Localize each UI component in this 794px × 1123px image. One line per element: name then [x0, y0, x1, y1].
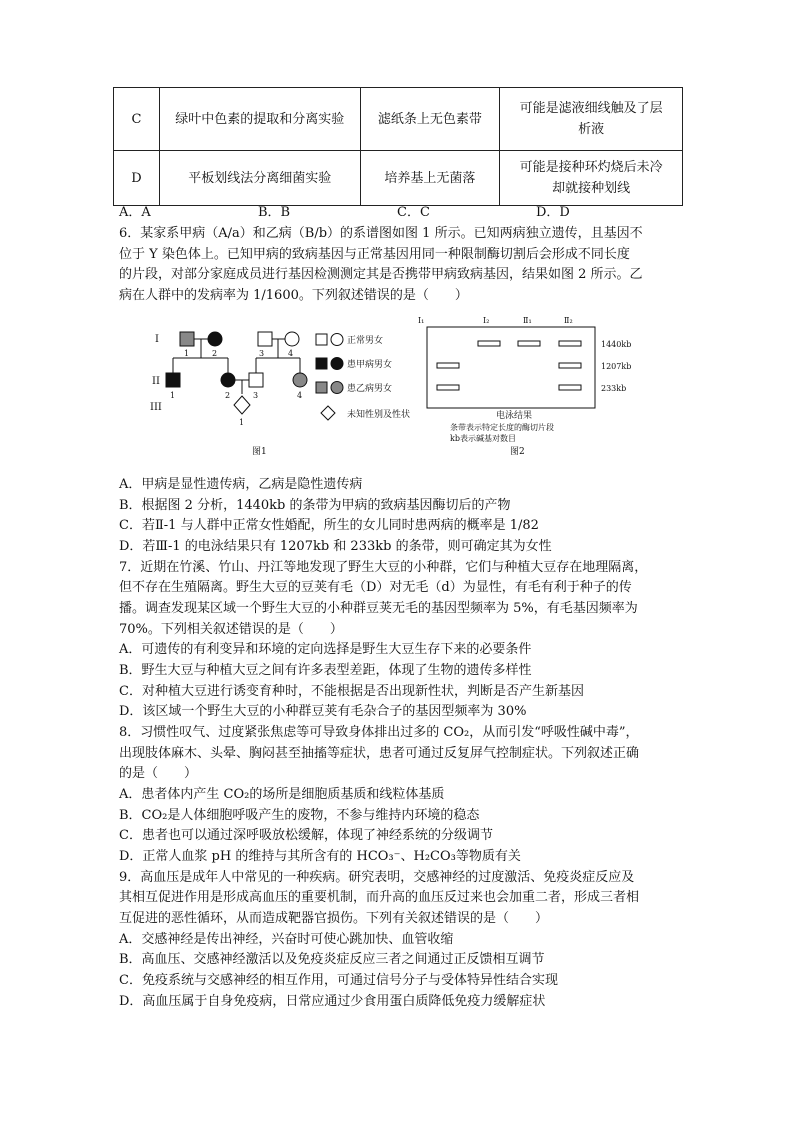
q6-figures: [140, 310, 632, 470]
pedigree-iii1-unknown: [234, 396, 250, 414]
table-cell-letter: C: [114, 88, 160, 151]
q6-option-c[interactable]: C．若Ⅱ-1 与人群中正常女性婚配，所生的女儿同时患两病的概率是 1/82: [119, 518, 539, 533]
electrophoresis-gel: [418, 316, 631, 457]
figure2-caption: 图2: [510, 447, 525, 457]
q7-stem-line: 但不存在生殖隔离。野生大豆的豆荚有毛（D）对无毛（d）为显性，有毛有利于种子的传: [119, 580, 632, 595]
gel-band: [478, 341, 500, 346]
reason-line: 却就接种划线: [552, 181, 631, 196]
q6-stem-line: 位于 Y 染色体上。已知甲病的致病基因与正常基因用同一种限制酶切割后会形成不同长度: [119, 247, 630, 262]
table-cell-reason: [500, 151, 683, 206]
options-table: [113, 87, 683, 206]
size-label: 1207kb: [601, 362, 632, 371]
legend-label: 正常男女: [347, 336, 384, 346]
gel-note: 条带表示特定长度的酶切片段: [450, 423, 554, 432]
member-number: 1: [170, 391, 176, 400]
pedigree-ii2-female-disease-a: [221, 373, 235, 387]
legend-disease-b-female-icon: [331, 382, 343, 394]
size-label: 1440kb: [601, 340, 632, 349]
lane-label: Ⅱ₂: [564, 316, 573, 325]
pedigree-i1-male-disease-b: [180, 332, 194, 346]
q9-stem-line: 其相互促进作用是形成高血压的重要机制，而升高的血压反过来也会加重二者，形成三者相: [119, 890, 640, 905]
member-number: 1: [184, 349, 190, 358]
lane-label: I₁: [418, 316, 425, 325]
q6-option-b[interactable]: B．根据图 2 分析，1440kb 的条带为甲病的致病基因酶切后的产物: [119, 498, 511, 513]
choice-d[interactable]: D．D: [536, 205, 570, 220]
q6-option-a[interactable]: A．甲病是显性遗传病，乙病是隐性遗传病: [119, 477, 363, 492]
member-number: 2: [225, 391, 231, 400]
q8-option-b[interactable]: B．CO₂是人体细胞呼吸产生的废物，不参与维持内环境的稳态: [119, 808, 480, 823]
member-number: 1: [239, 418, 245, 427]
lane-label: Ⅱ₁: [523, 316, 532, 325]
table-row: [114, 151, 683, 206]
gel-band: [559, 385, 581, 390]
table-cell-experiment: 平板划线法分离细菌实验: [159, 151, 360, 206]
reason-line: 可能是滤液细线触及了层: [519, 101, 663, 116]
gel-band: [559, 341, 581, 346]
pedigree-chart: [150, 332, 410, 457]
choice-b[interactable]: B．B: [258, 205, 291, 220]
legend-normal-male-icon: [316, 334, 327, 345]
choice-a[interactable]: A．A: [119, 205, 151, 220]
q8-stem-line: 8．习惯性叹气、过度紧张焦虑等可导致身体排出过多的 CO₂，从而引发“呼吸性碱中毒”，: [119, 725, 639, 740]
q7-option-d[interactable]: D．该区域一个野生大豆的小种群豆荚有毛杂合子的基因型频率为 30%: [119, 704, 527, 719]
gel-band: [437, 363, 459, 368]
legend-disease-a-female-icon: [331, 358, 343, 370]
table-cell-letter: D: [114, 151, 160, 206]
legend-disease-b-male-icon: [316, 382, 327, 393]
size-label: 233kb: [601, 384, 627, 393]
q7-stem-line: 70%。下列相关叙述错误的是（ ）: [119, 622, 343, 637]
table-cell-experiment: 绿叶中色素的提取和分离实验: [159, 88, 360, 151]
pedigree-i2-female-disease-a: [208, 332, 222, 346]
pedigree-ii1-male-disease-a: [166, 373, 180, 387]
table-cell-result: 培养基上无菌落: [360, 151, 500, 206]
gel-band: [437, 385, 459, 390]
gel-note: kb表示碱基对数目: [450, 434, 516, 443]
gel-title: 电泳结果: [496, 411, 533, 421]
q7-stem-line: 播。调查发现某区域一个野生大豆的小种群豆荚无毛的基因型频率为 5%，有毛基因频率为: [119, 601, 638, 616]
q6-stem-line: 病在人群中的发病率为 1/1600。下列叙述错误的是（ ）: [119, 288, 468, 303]
member-number: 4: [297, 391, 303, 400]
pedigree-i3-male-normal: [258, 332, 272, 346]
table-cell-reason: [500, 88, 683, 151]
member-number: 4: [288, 349, 294, 358]
pedigree-i4-female-normal: [285, 332, 299, 346]
q9-option-c[interactable]: C．免疫系统与交感神经的相互作用，可通过信号分子与受体特异性结合实现: [119, 973, 558, 988]
gen-label-1: I: [155, 334, 159, 345]
legend-normal-female-icon: [331, 334, 343, 346]
q8-stem-line: 出现肢体麻木、头晕、胸闷甚至抽搐等症状，患者可通过反复屏气控制症状。下列叙述正确: [119, 746, 640, 761]
q6-stem-line: 6．某家系甲病（A/a）和乙病（B/b）的系谱图如图 1 所示。已知两病独立遗传，且基因不: [119, 226, 643, 241]
pedigree-ii4-female-disease-b: [293, 373, 307, 387]
member-number: 3: [253, 391, 259, 400]
q7-option-b[interactable]: B．野生大豆与种植大豆之间有许多表型差距，体现了生物的遗传多样性: [119, 663, 532, 678]
choice-c[interactable]: C．C: [397, 205, 430, 220]
reason-line: 析液: [578, 122, 605, 137]
q8-stem-line: 的是（ ）: [119, 766, 198, 781]
figure-svg: [140, 310, 632, 470]
q9-option-b[interactable]: B．高血压、交感神经激活以及免疫炎症反应三者之间通过正反馈相互调节: [119, 952, 545, 967]
q5-choices: [119, 203, 675, 224]
gel-band: [518, 341, 540, 346]
legend-disease-a-male-icon: [316, 358, 327, 369]
legend-label: 未知性别及性状: [347, 410, 411, 420]
gen-label-2: II: [152, 376, 160, 387]
legend-label: 患甲病男女: [347, 360, 393, 370]
lane-label: I₂: [483, 316, 490, 325]
q9-stem-line: 互促进的恶性循环，从而造成靶器官损伤。下列有关叙述错误的是（ ）: [119, 911, 549, 926]
q9-option-d[interactable]: D．高血压属于自身免疫病，日常应通过少食用蛋白质降低免疫力缓解症状: [119, 994, 546, 1009]
table-row: [114, 88, 683, 151]
q9-option-a[interactable]: A．交感神经是传出神经，兴奋时可使心跳加快、血管收缩: [119, 932, 454, 947]
q8-option-c[interactable]: C．患者也可以通过深呼吸放松缓解，体现了神经系统的分级调节: [119, 828, 493, 843]
q8-option-d[interactable]: D．正常人血浆 pH 的维持与其所含有的 HCO₃⁻、H₂CO₃等物质有关: [119, 849, 521, 864]
gen-label-3: III: [150, 402, 162, 413]
q6-stem-line: 的片段，对部分家庭成员进行基因检测测定其是否携带甲病致病基因，结果如图 2 所示。乙: [119, 267, 643, 282]
legend-label: 患乙病男女: [347, 384, 393, 394]
table-cell-result: 滤纸条上无色素带: [360, 88, 500, 151]
reason-line: 可能是接种环灼烧后未冷: [519, 160, 663, 175]
q8-option-a[interactable]: A．患者体内产生 CO₂的场所是细胞质基质和线粒体基质: [119, 787, 445, 802]
q7-stem-line: 7．近期在竹溪、竹山、丹江等地发现了野生大豆的小种群，它们与种植大豆存在地理隔离，: [119, 560, 648, 575]
member-number: 3: [259, 349, 265, 358]
q9-stem-line: 9．高血压是成年人中常见的一种疾病。研究表明，交感神经的过度激活、免疫炎症反应及: [119, 870, 635, 885]
legend-unknown-icon: [321, 406, 335, 420]
figure1-caption: 图1: [252, 447, 267, 457]
pedigree-ii3-male-normal: [249, 373, 263, 387]
gel-band: [559, 363, 581, 368]
member-number: 2: [212, 349, 218, 358]
q7-option-a[interactable]: A．可遗传的有利变异和环境的定向选择是野生大豆生存下来的必要条件: [119, 642, 532, 657]
q6-option-d[interactable]: D．若Ⅲ-1 的电泳结果只有 1207kb 和 233kb 的条带，则可确定其为女性: [119, 539, 552, 554]
q7-option-c[interactable]: C．对种植大豆进行诱变育种时，不能根据是否出现新性状，判断是否产生新基因: [119, 684, 584, 699]
